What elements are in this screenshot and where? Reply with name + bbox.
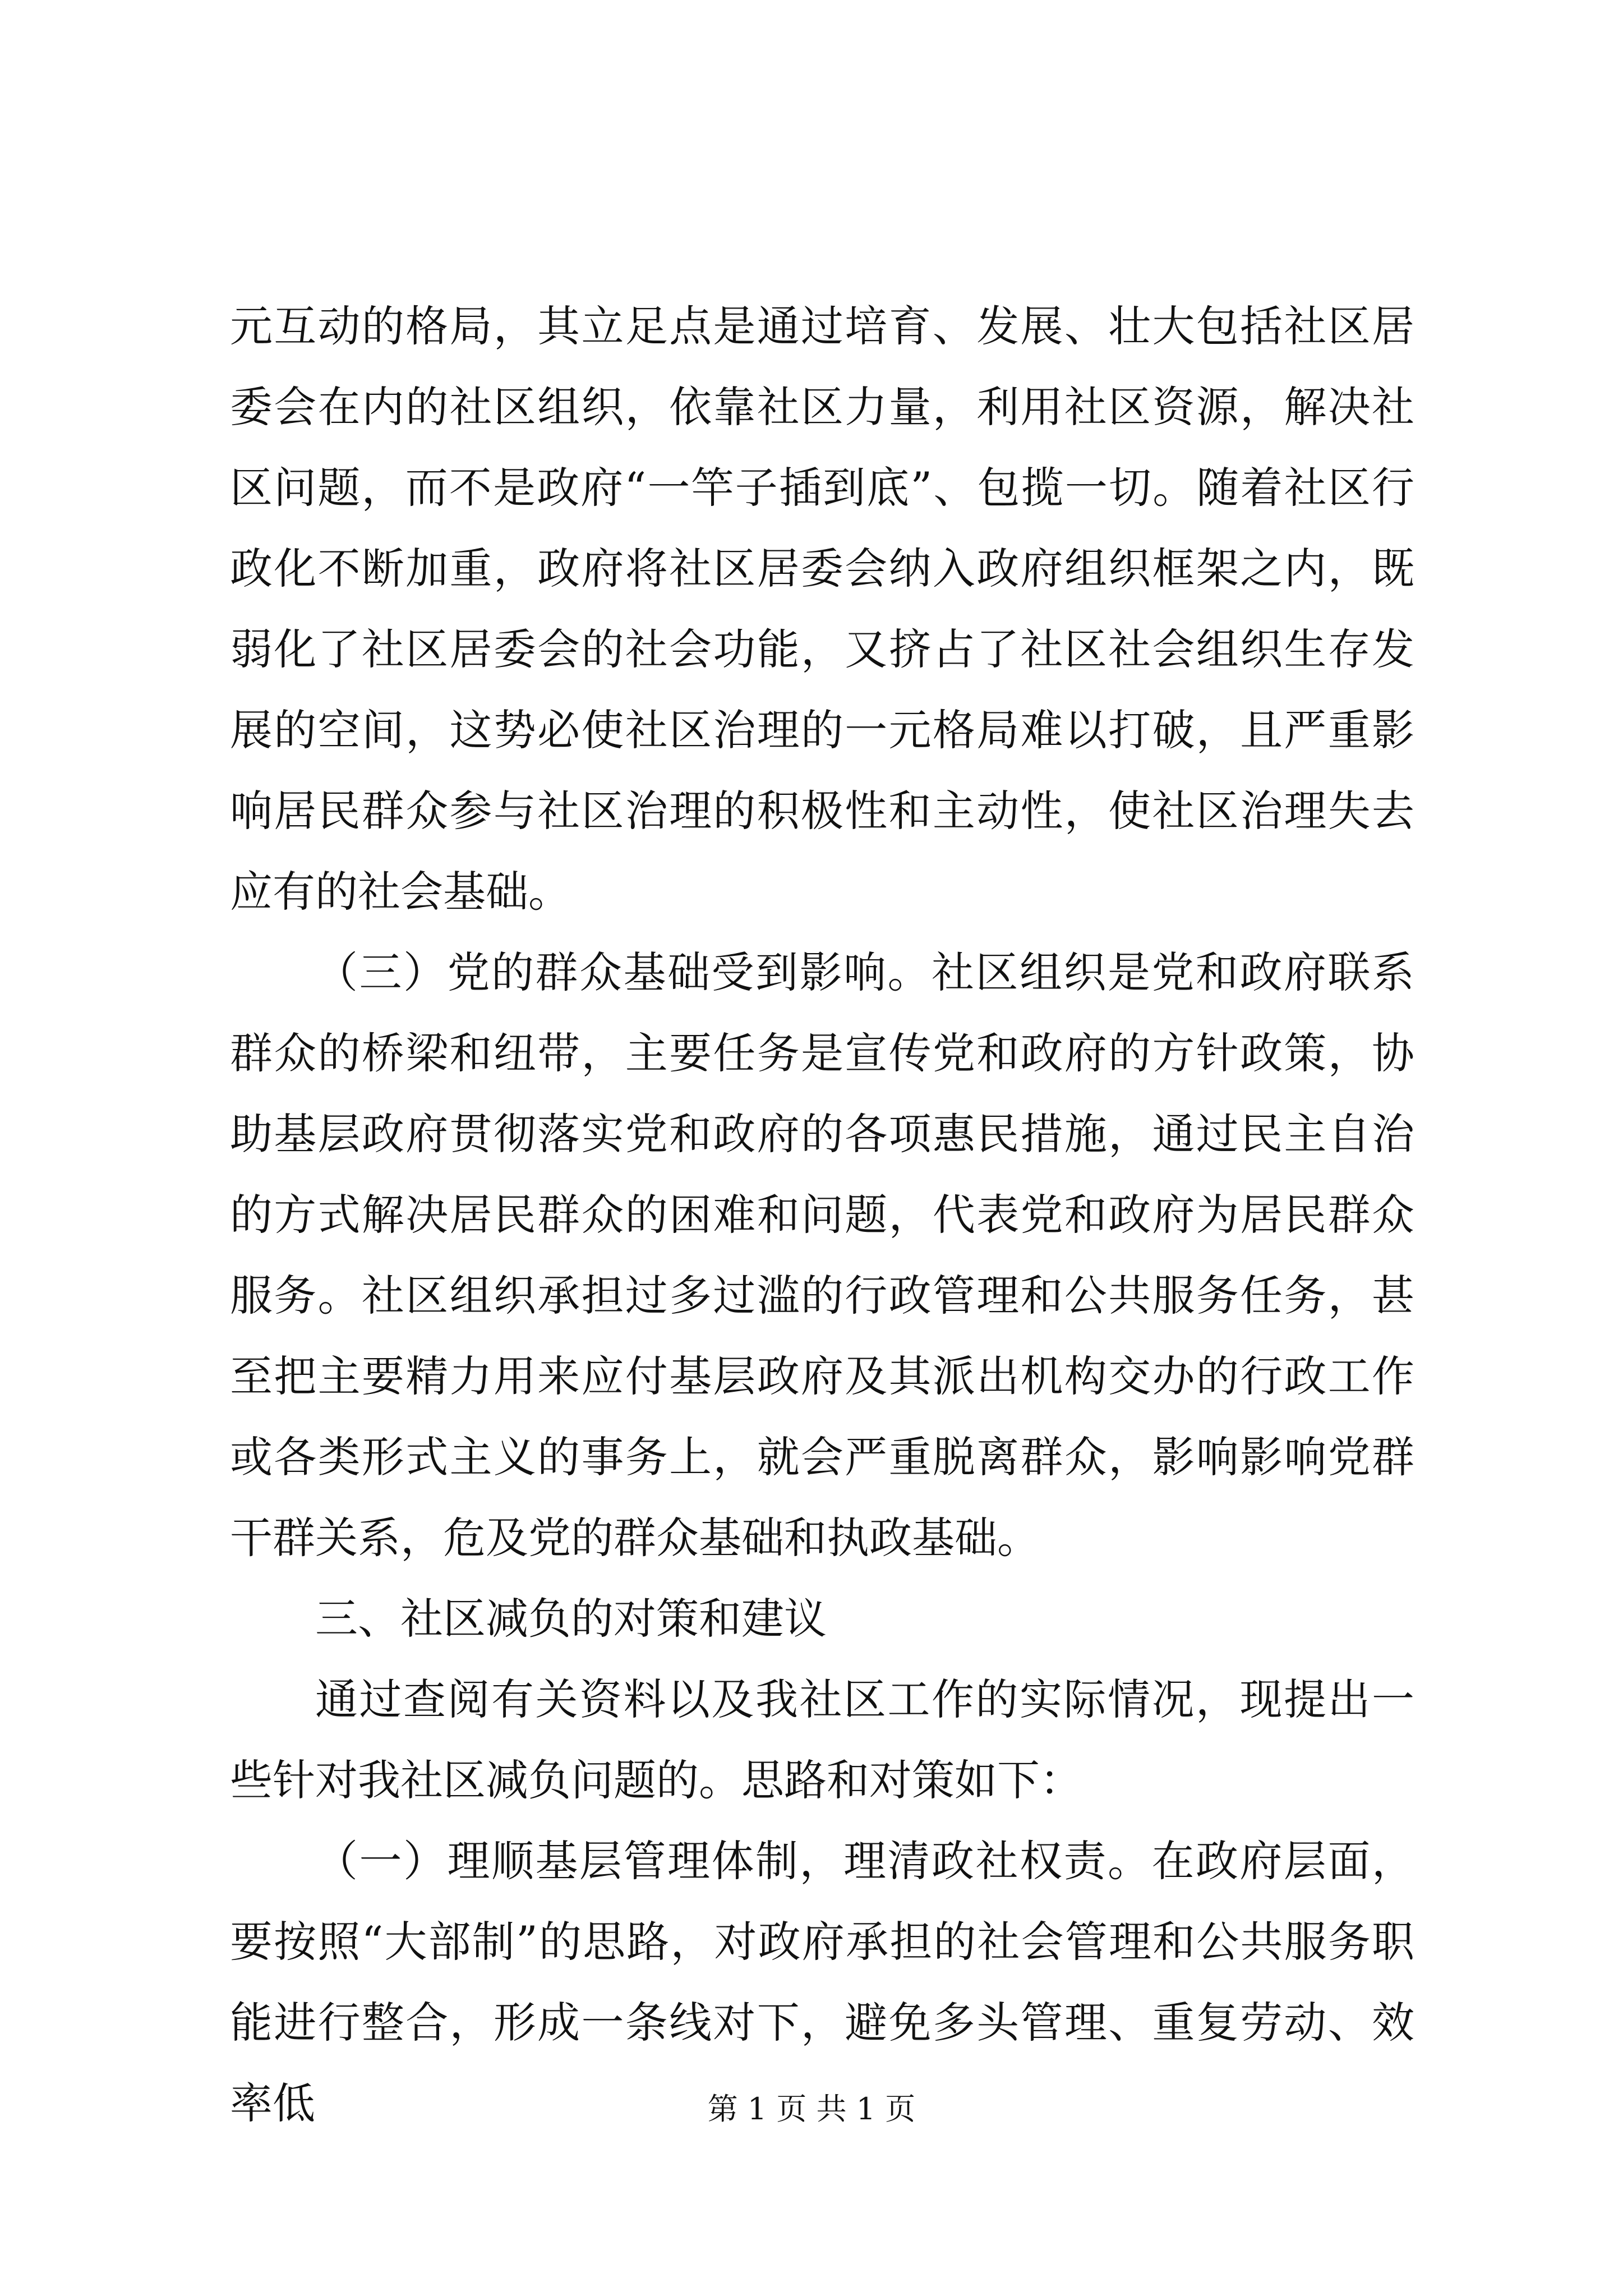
paragraph-4: （一）理顺基层管理体制，理清政社权责。在政府层面，要按照“大部制”的思路，对政府承担的社会管理和公共服务职能进行整合，形成一条线对下，避免多头管理、重复劳动、效率低 [230,1836,1414,2128]
paragraph-2: （三）党的群众基础受到影响。社区组织是党和政府联系群众的桥梁和纽带，主要任务是宣传党和政府的方针政策，协助基层政府贯彻落实党和政府的各项惠民措施，通过民主自治的方式解决居民群众的困难和问题，代表党和政府为居民群众服务。社区组织承担过多过滥的行政管理和公共服务任务，甚至把主要精力用来应付基层政府及其派出机构交办的行政工作或各类形式主义的事务上，就会严重脱离群众，影响影响党群干群关系，危及党的群众基础和执政基础。 [230,947,1414,1563]
document-body [230,286,1414,2144]
paragraph-3: 通过查阅有关资料以及我社区工作的实际情况，现提出一些针对我社区减负问题的。思路和对策如下： [230,1674,1414,1805]
paragraph-1: 元互动的格局，其立足点是通过培育、发展、壮大包括社区居委会在内的社区组织，依靠社区力量，利用社区资源，解决社区问题，而不是政府“一竿子插到底”、包揽一切。随着社区行政化不断加重，政府将社区居委会纳入政府组织框架之内，既弱化了社区居委会的社会功能，又挤占了社区社会组织生存发展的空间，这势必使社区治理的一元格局难以打破，且严重影响居民群众参与社区治理的积极性和主动性，使社区治理失去应有的社会基础。 [230,301,1414,917]
section-heading: 三、社区减负的对策和建议 [315,1594,827,1644]
page-footer: 第 1 页 共 1 页 [707,2091,916,2127]
